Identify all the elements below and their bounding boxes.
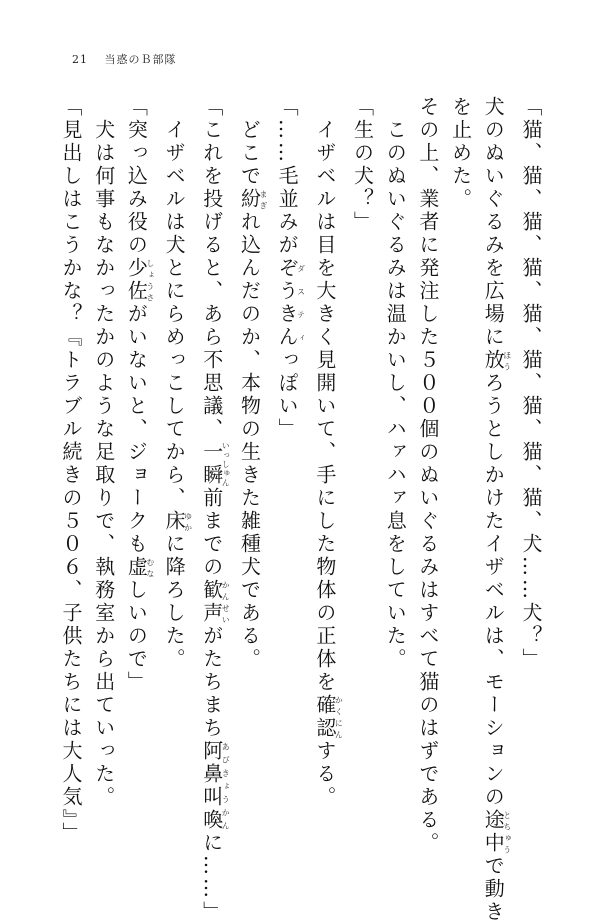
text-column: 犬のぬいぐるみを広場に放ほうろうとしかけたイザベルは、モーションの途中とちゅうで動き (481, 96, 512, 924)
text-column: 犬は何事もなかったかのような足取りで、執務室から出ていった。 (91, 96, 116, 809)
text-column: 「生の犬？」 (350, 96, 375, 234)
text-column: どこで紛まぎれ込んだのか、本物の生きた雑種犬である。 (237, 96, 268, 671)
text-column: 「見出しはこうかな？『トラブル続きの５０６、子供たちには大人気』」 (59, 96, 83, 845)
text-column: イザベルは目を大きく見開いて、手にした物体の正体を確認かくにんする。 (312, 96, 344, 809)
text-column: イザベルは犬とにらめっこしてから、床ゆかに降ろした。 (162, 96, 193, 671)
page-number: 21 (72, 53, 88, 66)
text-column: 「猫、猫、猫、猫、猫、猫、猫、猫、猫、犬……犬？」 (518, 96, 543, 671)
vertical-text-body (58, 96, 544, 924)
text-column: を止めた。 (448, 96, 473, 211)
text-column: その上、業者に発注した５００個のぬいぐるみはすべて猫のはずである。 (415, 96, 440, 855)
text-column: 「……毛並みがぞうきんダスティっぽい」 (275, 96, 306, 441)
text-column: 「これを投げると、あら不思議、一瞬いっしゅん前までの歓声かんせいがたちまち阿鼻叫喚あびきょうかんに……」 (199, 96, 231, 924)
running-header (72, 51, 177, 67)
text-column: このぬいぐるみは温かいし、ハァハァ息をしていた。 (383, 96, 408, 671)
text-column: 「突っ込み役の少佐しょうさがいないと、ジョークも虚むなしいので」 (124, 96, 155, 694)
chapter-title: 当惑のＢ部隊 (104, 53, 177, 66)
